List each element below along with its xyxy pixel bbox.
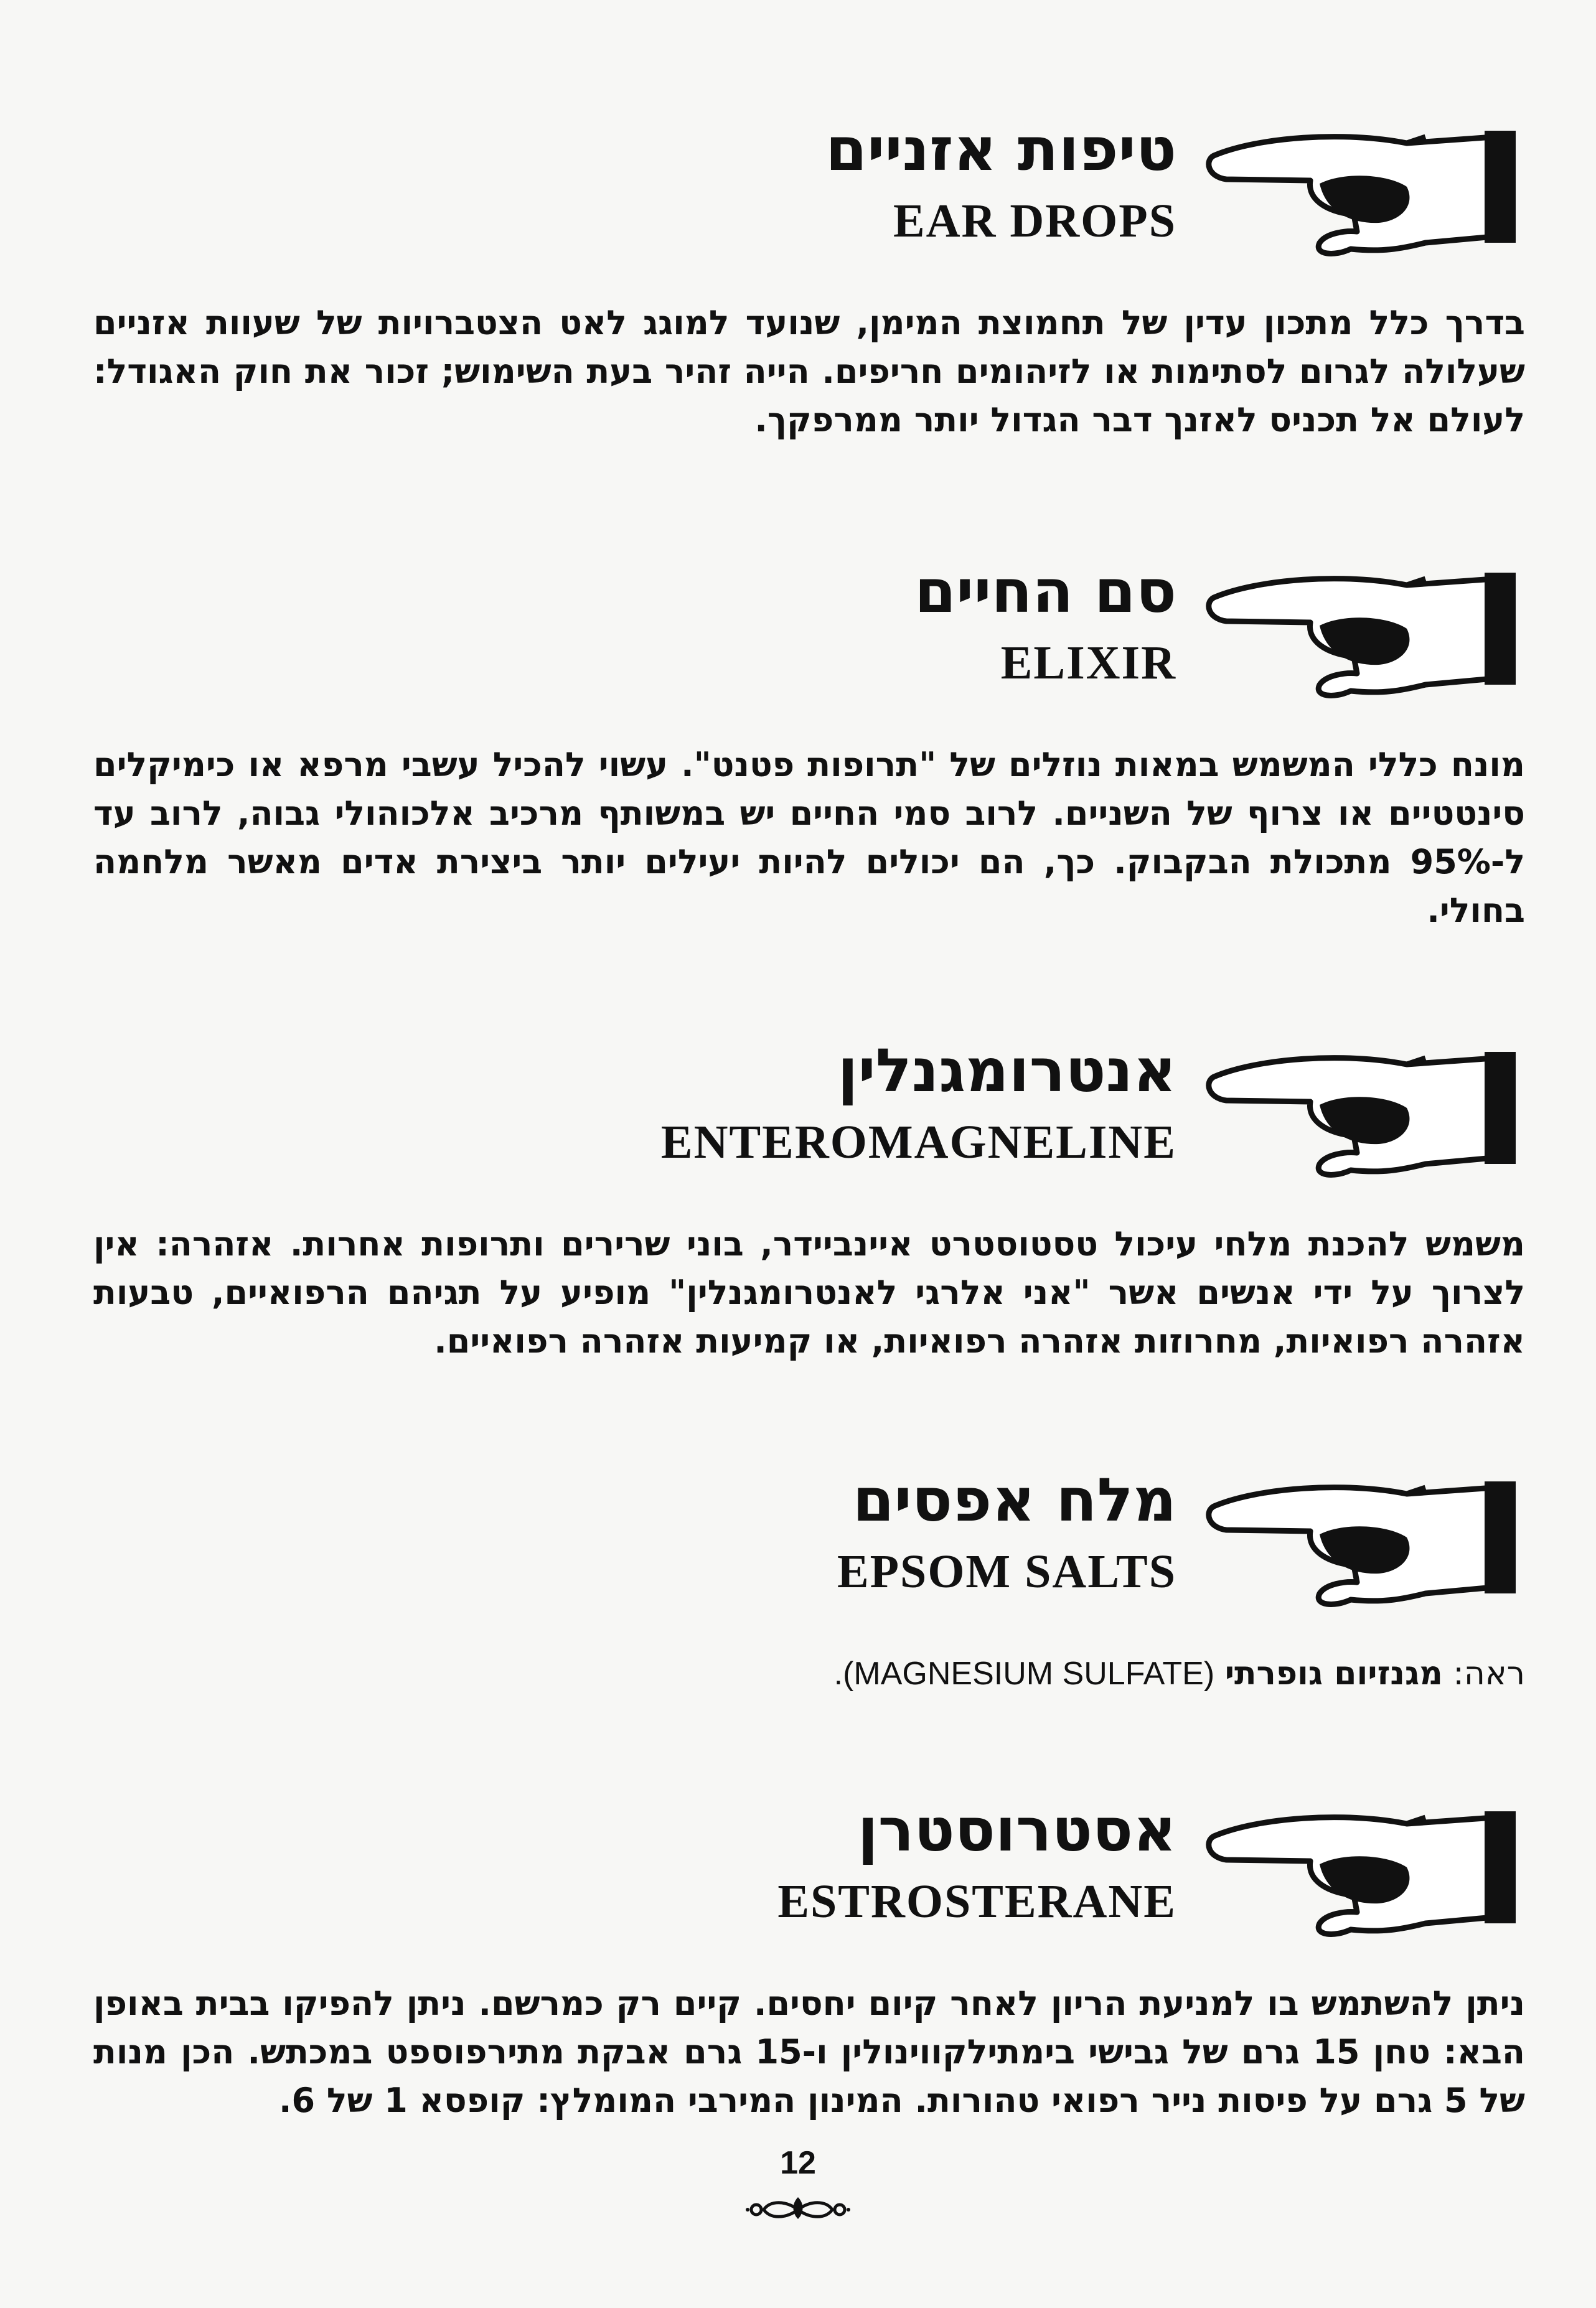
entry-english-title: EAR DROPS — [893, 195, 1176, 247]
entry-hebrew-title: טיפות אזניים — [825, 115, 1176, 184]
entry-english-title: ENTEROMAGNELINE — [660, 1116, 1176, 1168]
entry-english-title: ELIXIR — [1000, 637, 1176, 689]
page-number: 12 — [780, 2145, 816, 2181]
entry-ear-drops — [93, 112, 1525, 444]
see-also-reference: מגנזיום גופרתי — [1224, 1655, 1443, 1692]
entry-epsom-salts — [93, 1463, 1525, 1698]
pointing-hand-icon — [1201, 112, 1525, 261]
entry-hebrew-title: אסטרוסטרן — [857, 1795, 1176, 1865]
pointing-hand-icon — [1201, 1463, 1525, 1612]
see-also-latin-name: (MAGNESIUM SULFATE). — [833, 1656, 1215, 1692]
pointing-hand-icon — [1201, 1033, 1525, 1183]
entry-header — [93, 112, 1525, 274]
entry-estrosterane — [93, 1793, 1525, 2125]
entry-header — [93, 1463, 1525, 1625]
entry-header — [93, 1793, 1525, 1954]
entry-body: ניתן להשתמש בו למניעת הריון לאחר קיום יחסים. קיים רק כמרשם. ניתן להפיקו בבית באופן הבא: טחן 15 גרם של גבישי בימתילקווינולין ו-15 גרם אבקת מתירפוספט במכתש. הכן מנות של 5 גרם על פיסות נייר רפואי טהורות. המינון המירבי המומלץ: קופסא 1 של 6. — [93, 1984, 1525, 2120]
entry-body: משמש להכנת מלחי עיכול טסטוסטרט איינביידר, בוני שרירים ותרופות אחרות. אזהרה: אין לצרוך על ידי אנשים אשר "אני אלרגי לאנטרומגנלין" מופיע על תגיהם הרפואיים, טבעות אזהרה רפואיות, מחרוזות אזהרה רפואיות, או קמיעות אזהרה רפואיים. — [93, 1224, 1525, 1361]
entry-enteromagneline — [93, 1033, 1525, 1366]
entry-hebrew-title: אנטרומגנלין — [837, 1036, 1176, 1105]
pointing-hand-icon — [1201, 554, 1525, 703]
see-also-line — [93, 1649, 1525, 1698]
entry-hebrew-title: סם החיים — [914, 556, 1176, 626]
pointing-hand-icon — [1201, 1793, 1525, 1942]
floral-ornament-icon — [745, 2191, 851, 2228]
entry-header — [93, 554, 1525, 716]
see-also-label: ראה: — [1453, 1655, 1525, 1692]
entry-elixir — [93, 554, 1525, 935]
entry-body: בדרך כלל מתכון עדין של תחמוצת המימן, שנועד למוגג לאט הצטברויות של שעוות אזניים שעלולה לגרום לסתימות או לזיהומים חריפים. הייה זהיר בעת השימוש; זכור את חוק האגודל: לעולם אל תכניס לאזנך דבר הגדול יותר ממרפקך. — [93, 303, 1525, 439]
entry-header — [93, 1033, 1525, 1195]
entry-hebrew-title: מלח אפסים — [852, 1465, 1176, 1535]
entry-english-title: EPSOM SALTS — [837, 1546, 1176, 1598]
entry-english-title: ESTROSTERANE — [777, 1875, 1176, 1928]
entry-body: מונח כללי המשמש במאות נוזלים של "תרופות פטנט". עשוי להכיל עשבי מרפא או כימיקלים סינטטיים או צרוף של השניים. לרוב סמי החיים יש במשותף מרכיב אלכוהולי גבוה, לרוב עד ל-95% מתכולת הבקבוק. כך, הם יכולים להיות יעילים יותר ביצירת אדים מאשר מלחמה בחולי. — [93, 745, 1525, 930]
page-footer — [0, 2141, 1596, 2228]
